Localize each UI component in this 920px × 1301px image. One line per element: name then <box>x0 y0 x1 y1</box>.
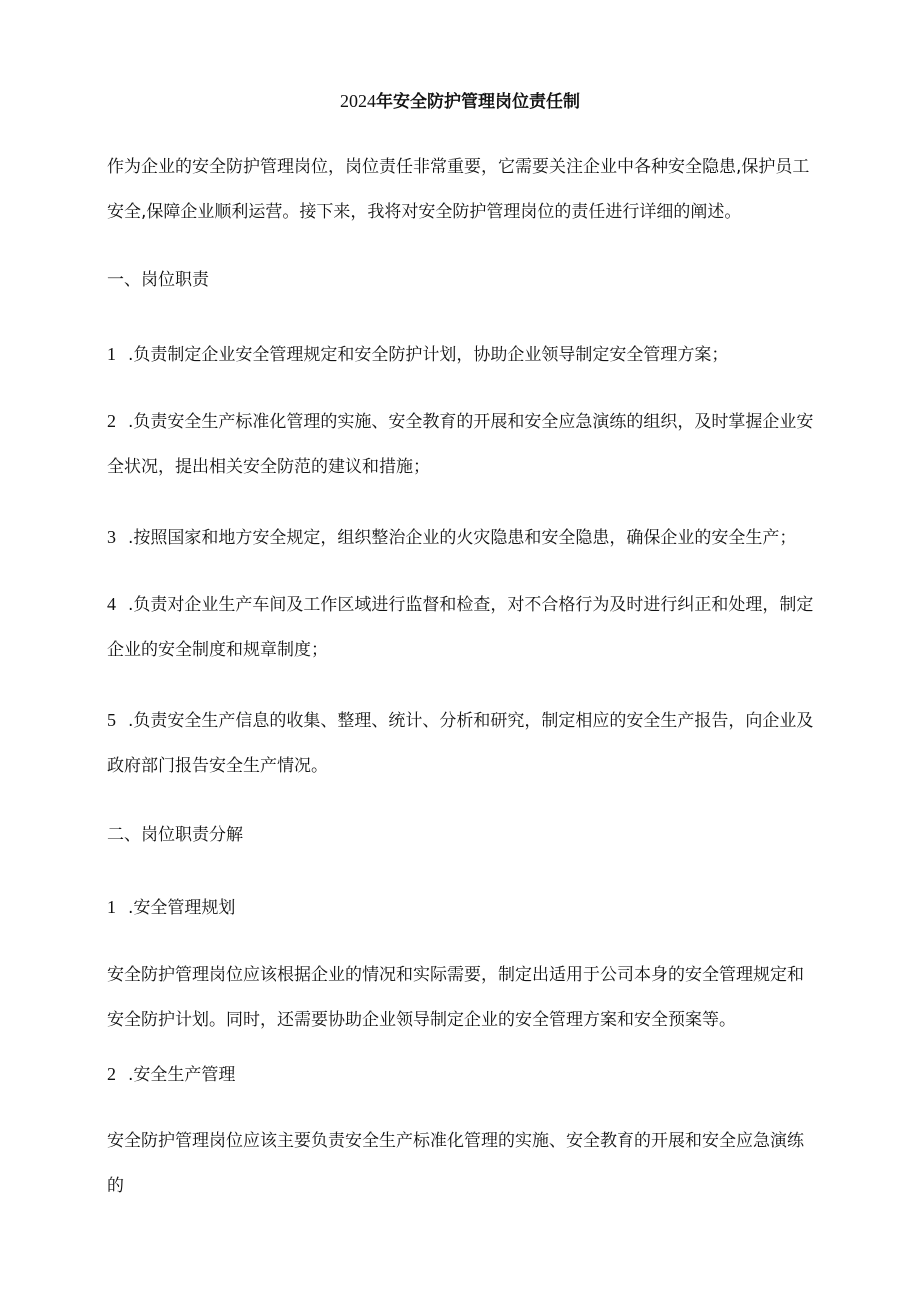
subsection-1-body: 安全防护管理岗位应该根据企业的情况和实际需要，制定出适用于公司本身的安全管理规定和安全防护计划。同时，还需要协助企业领导制定企业的安全管理方案和安全预案等。 <box>107 965 804 1030</box>
subsection-title: .安全生产管理 <box>128 1065 236 1085</box>
duty-item-3 <box>107 515 817 561</box>
duty-item-1 <box>107 332 817 378</box>
subsection-2-body: 安全防护管理岗位应该主要负责安全生产标准化管理的实施、安全教育的开展和安全应急演练的 <box>107 1131 804 1196</box>
subsection-number: 2 <box>107 1064 116 1084</box>
title-year: 2024 <box>340 91 376 111</box>
subsection-title: .安全管理规划 <box>128 898 236 918</box>
subsection-number: 1 <box>107 897 116 917</box>
duty-text: .负责制定企业安全管理规定和安全防护计划，协助企业领导制定安全管理方案； <box>128 345 729 365</box>
section-heading-duties: 一、岗位职责 <box>107 270 209 290</box>
duty-number: 5 <box>107 710 116 730</box>
subsection-1-heading <box>107 885 817 931</box>
title-text: 年安全防护管理岗位责任制 <box>376 92 580 112</box>
subsection-2-heading <box>107 1052 817 1098</box>
duty-number: 4 <box>107 594 116 614</box>
duty-text: .负责对企业生产车间及工作区域进行监督和检查，对不合格行为及时进行纠正和处理，制定企业的安全制度和规章制度； <box>107 595 814 660</box>
intro-paragraph: 作为企业的安全防护管理岗位，岗位责任非常重要，它需要关注企业中各种安全隐患,保护员工安全,保障企业顺利运营。接下来，我将对安全防护管理岗位的责任进行详细的阐述。 <box>107 157 810 222</box>
duty-item-2 <box>107 399 817 490</box>
section-heading-breakdown: 二、岗位职责分解 <box>107 825 243 845</box>
duty-text: .负责安全生产信息的收集、整理、统计、分析和研究，制定相应的安全生产报告，向企业及政府部门报告安全生产情况。 <box>107 711 814 776</box>
duty-item-5 <box>107 698 817 789</box>
duty-number: 1 <box>107 344 116 364</box>
duty-number: 3 <box>107 527 116 547</box>
duty-text: .负责安全生产标准化管理的实施、安全教育的开展和安全应急演练的组织，及时掌握企业安全状况，提出相关安全防范的建议和措施； <box>107 412 814 477</box>
duty-text: .按照国家和地方安全规定，组织整治企业的火灾隐患和安全隐患，确保企业的安全生产； <box>128 528 797 548</box>
document-title <box>0 87 920 116</box>
duty-number: 2 <box>107 411 116 431</box>
duty-item-4 <box>107 582 817 673</box>
